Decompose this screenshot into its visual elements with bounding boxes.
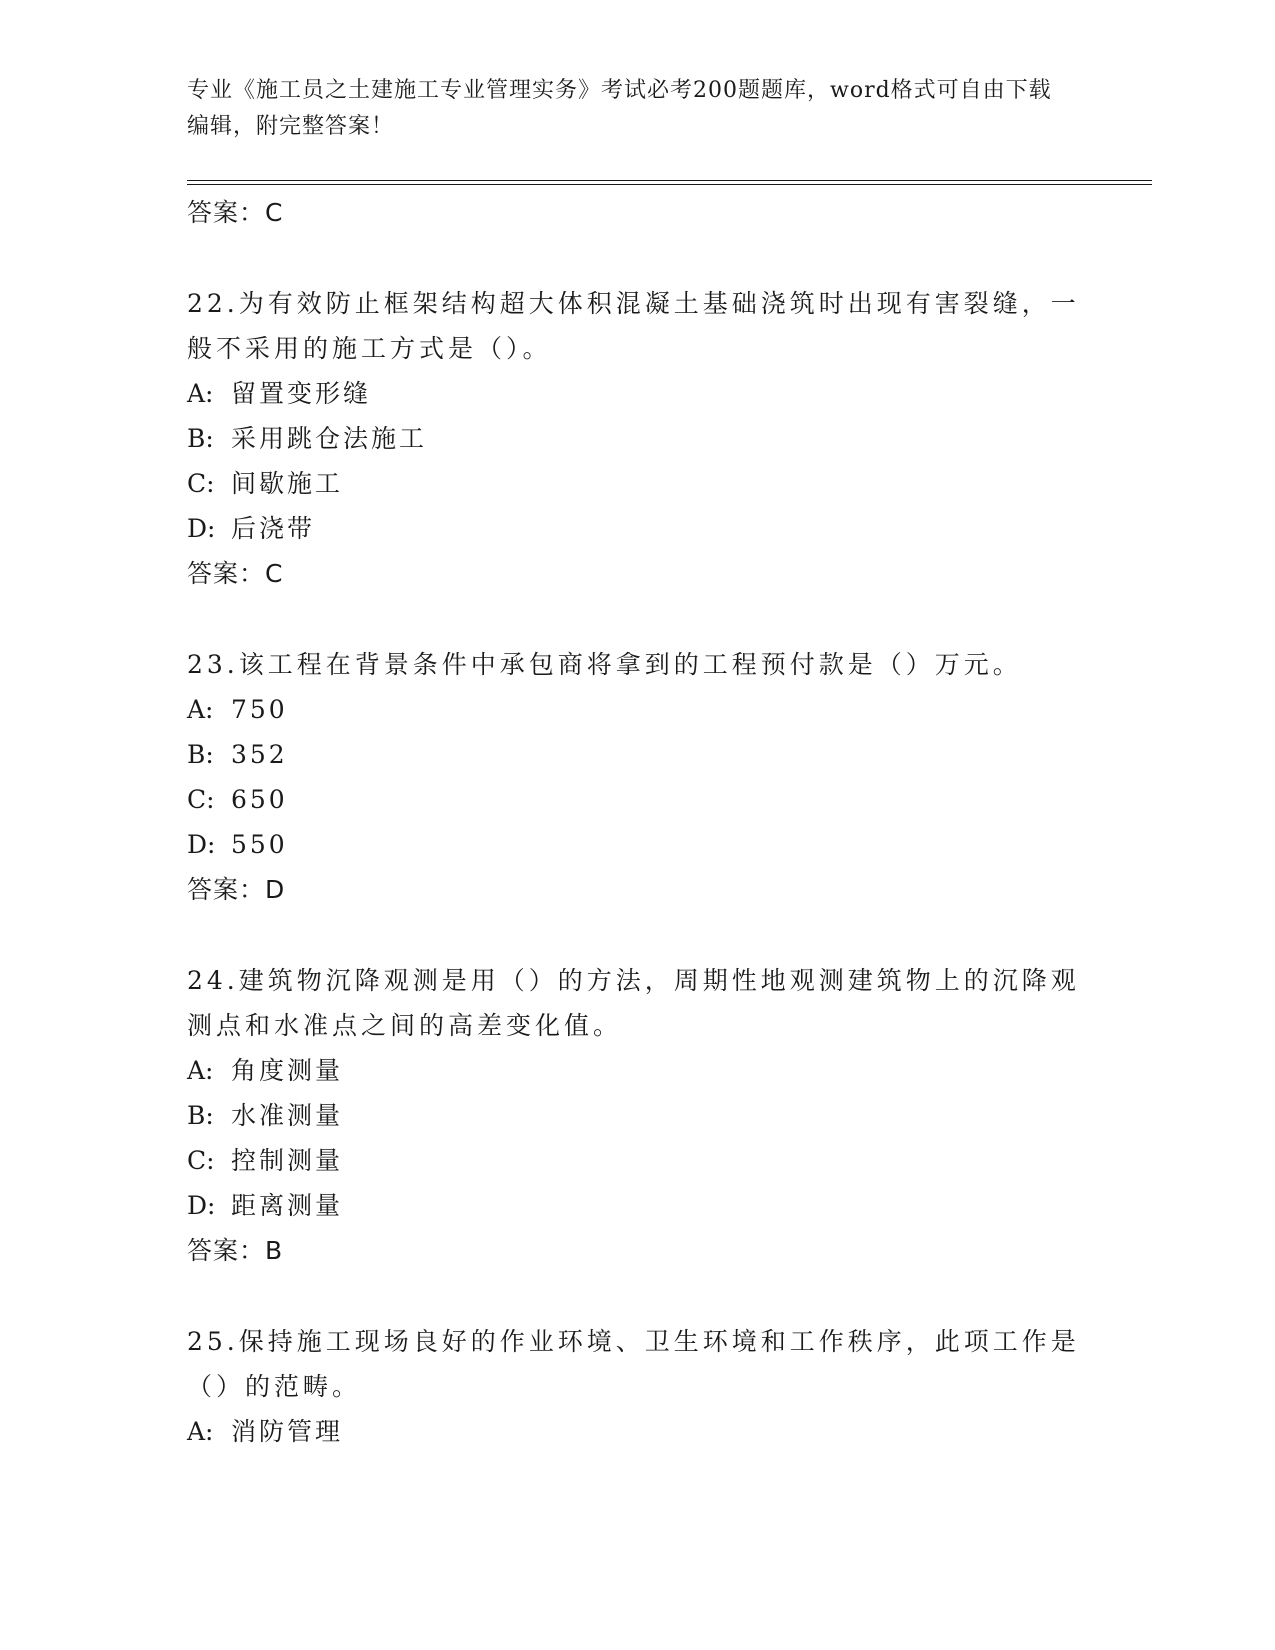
option-letter: B: bbox=[187, 1101, 214, 1130]
option-c bbox=[187, 1138, 1107, 1183]
answer-line: 答案：B bbox=[187, 1236, 284, 1265]
option-a bbox=[187, 687, 1107, 732]
answer-line: 答案：D bbox=[187, 875, 286, 904]
option-letter: D: bbox=[187, 1191, 216, 1220]
option-a bbox=[187, 371, 1107, 416]
option-b bbox=[187, 732, 1107, 777]
option-letter: C: bbox=[187, 469, 215, 498]
option-c bbox=[187, 461, 1107, 506]
question-text: 23.该工程在背景条件中承包商将拿到的工程预付款是（）万元。 bbox=[187, 650, 1022, 679]
option-c bbox=[187, 777, 1107, 822]
option-text: 留置变形缝 bbox=[231, 379, 372, 408]
option-letter: A: bbox=[187, 695, 214, 724]
option-letter: B: bbox=[187, 424, 214, 453]
option-text: 650 bbox=[231, 785, 288, 814]
question-24 bbox=[187, 958, 1107, 1274]
answer-line: 答案：C bbox=[187, 559, 284, 588]
option-letter: A: bbox=[187, 379, 214, 408]
option-text: 550 bbox=[231, 830, 288, 859]
option-text: 352 bbox=[231, 740, 288, 769]
option-text: 750 bbox=[231, 695, 288, 724]
option-d bbox=[187, 506, 1107, 551]
question-text: 22.为有效防止框架结构超大体积混凝土基础浇筑时出现有害裂缝，一般不采用的施工方式是（）。 bbox=[187, 289, 1080, 363]
option-d bbox=[187, 822, 1107, 867]
option-text: 角度测量 bbox=[231, 1056, 344, 1085]
option-a bbox=[187, 1048, 1107, 1093]
question-23 bbox=[187, 642, 1107, 913]
option-text: 消防管理 bbox=[231, 1417, 344, 1446]
answer-line: 答案：C bbox=[187, 198, 284, 227]
question-text: 24.建筑物沉降观测是用（）的方法，周期性地观测建筑物上的沉降观测点和水准点之间的高差变化值。 bbox=[187, 966, 1080, 1040]
option-d bbox=[187, 1183, 1107, 1228]
option-letter: B: bbox=[187, 740, 214, 769]
option-letter: D: bbox=[187, 514, 216, 543]
option-letter: A: bbox=[187, 1417, 214, 1446]
option-text: 采用跳仓法施工 bbox=[231, 424, 428, 453]
option-letter: C: bbox=[187, 785, 215, 814]
option-text: 水准测量 bbox=[231, 1101, 344, 1130]
option-text: 间歇施工 bbox=[231, 469, 344, 498]
option-letter: C: bbox=[187, 1146, 215, 1175]
option-a bbox=[187, 1409, 1107, 1454]
question-list bbox=[187, 190, 1107, 1454]
option-letter: A: bbox=[187, 1056, 214, 1085]
document-header: 专业《施工员之土建施工专业管理实务》考试必考200题题库，word格式可自由下载编辑，附完整答案！ bbox=[187, 78, 1052, 139]
option-text: 后浇带 bbox=[231, 514, 316, 543]
question-text: 25.保持施工现场良好的作业环境、卫生环境和工作秩序，此项工作是（）的范畴。 bbox=[187, 1327, 1080, 1401]
question-25 bbox=[187, 1319, 1107, 1454]
option-text: 控制测量 bbox=[231, 1146, 344, 1175]
header-divider-bottom bbox=[187, 184, 1152, 185]
option-text: 距离测量 bbox=[231, 1191, 344, 1220]
option-b bbox=[187, 1093, 1107, 1138]
option-b bbox=[187, 416, 1107, 461]
header-divider-top bbox=[187, 180, 1152, 181]
option-letter: D: bbox=[187, 830, 216, 859]
question-22 bbox=[187, 281, 1107, 597]
